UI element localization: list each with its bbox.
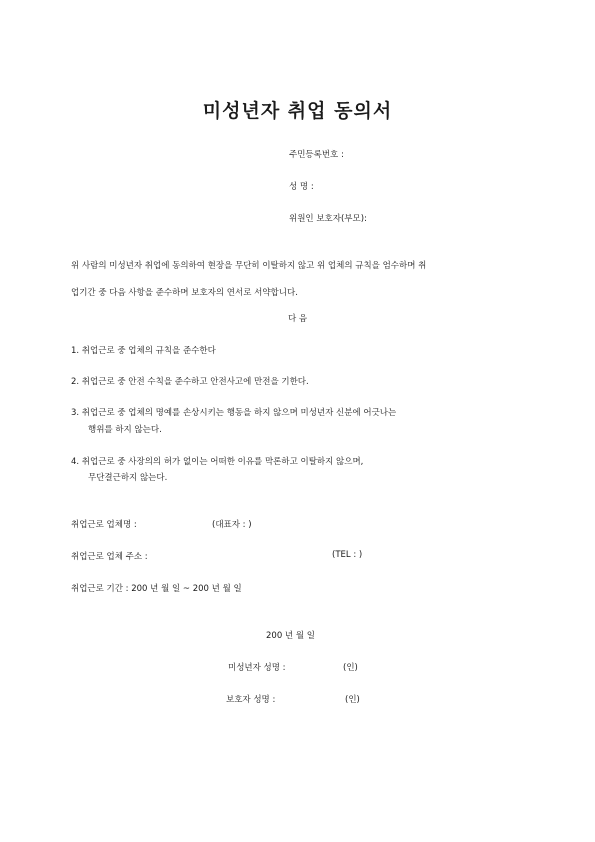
- representative-field: (대표자 : ): [212, 520, 252, 530]
- list-item: 4. 취업근로 중 사장의의 허가 없이는 어떠한 이유를 막론하고 이탈하지 않으며,: [71, 457, 364, 467]
- guardian-seal: (인): [345, 695, 360, 705]
- resident-number-label: 주민등록번호 :: [289, 150, 344, 160]
- minor-seal: (인): [343, 663, 358, 673]
- minor-name-label: 미성년자 성명 :: [228, 663, 286, 673]
- list-item: 3. 취업근로 중 업체의 명예를 손상시키는 행동을 하지 않으며 미성년자 신분에 어긋나는: [71, 408, 397, 418]
- list-item: 1. 취업근로 중 업체의 규칙을 준수한다: [71, 346, 216, 356]
- intro-line-2: 업기간 중 다음 사항을 준수하며 보호자의 연서로 서약합니다.: [71, 288, 298, 298]
- list-item: 2. 취업근로 중 안전 수칙을 준수하고 안전사고에 만전을 기한다.: [71, 377, 309, 387]
- section-heading: 다 음: [287, 314, 308, 324]
- tel-field: (TEL : ): [332, 550, 363, 560]
- document-title: 미성년자 취업 동의서: [202, 100, 393, 122]
- company-name-label: 취업근로 업체명 :: [71, 520, 137, 530]
- name-label: 성 명 :: [289, 182, 314, 192]
- signature-date: 200 년 월 일: [266, 631, 315, 641]
- list-item-continuation: 무단결근하지 않는다.: [88, 473, 168, 483]
- employment-period: 취업근로 기간 : 200 년 월 일 ~ 200 년 월 일: [71, 584, 242, 594]
- list-item-continuation: 행위를 하지 않는다.: [88, 425, 162, 435]
- guardian-name-label: 보호자 성명 :: [226, 695, 276, 705]
- intro-line-1: 위 사람의 미성년자 취업에 동의하여 현장을 무단히 이탈하지 않고 위 업체의 규칙을 엄수하며 취: [71, 261, 427, 271]
- guardian-relation-label: 위원인 보호자(부모):: [289, 214, 367, 224]
- company-address-label: 취업근로 업체 주소 :: [71, 552, 148, 562]
